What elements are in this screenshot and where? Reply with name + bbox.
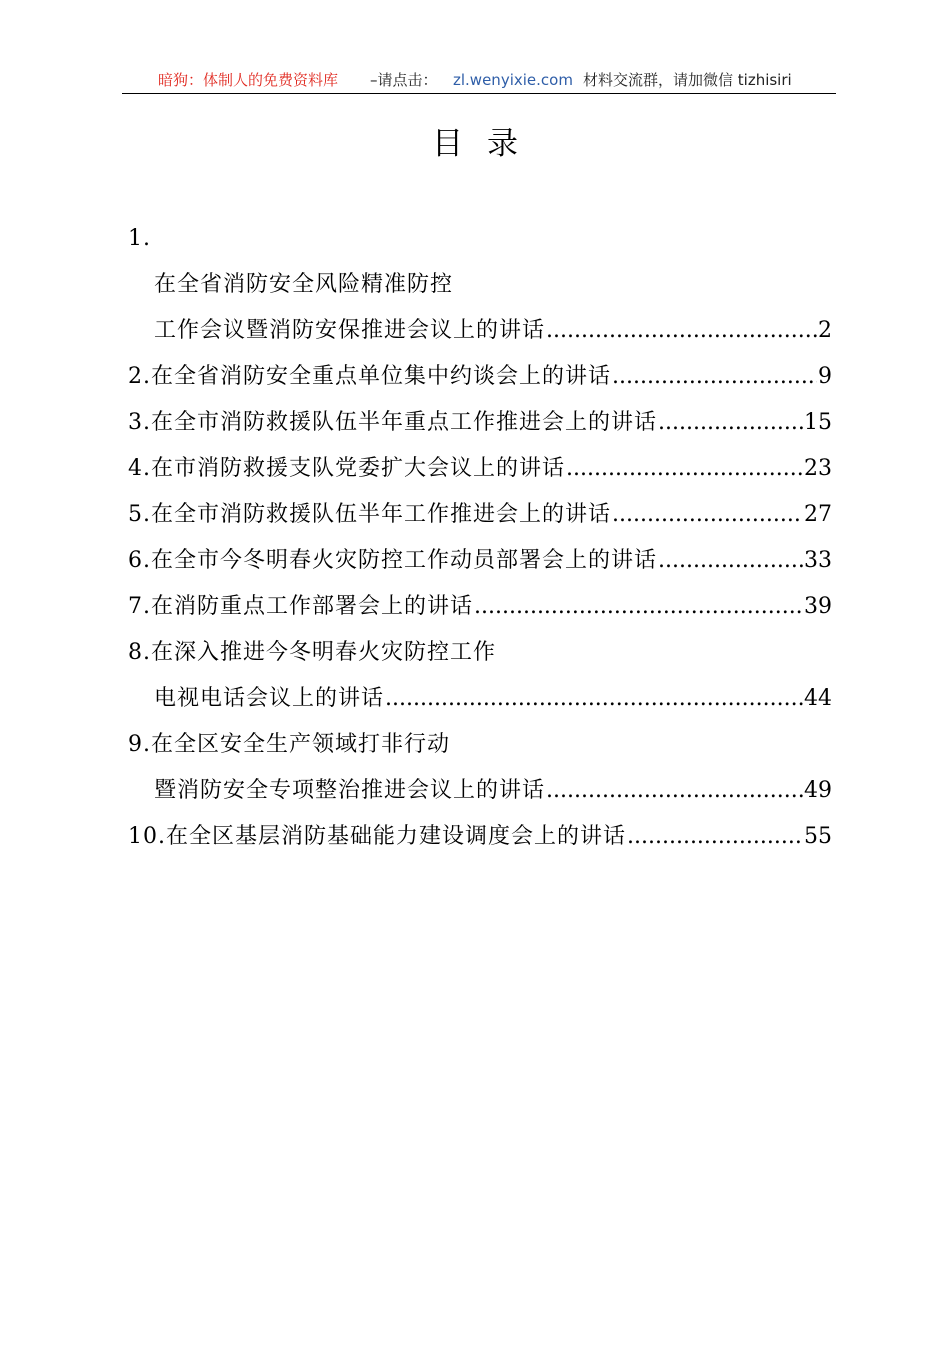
- toc-leader-dots: [612, 362, 817, 392]
- toc-entry-7[interactable]: [128, 582, 832, 622]
- toc-entry-text: 6.在全市今冬明春火灾防控工作动员部署会上的讲话: [128, 548, 657, 573]
- toc-entry-text: 4.在市消防救援支队党委扩大会议上的讲话: [128, 456, 565, 481]
- toc-leader-dots: [612, 500, 803, 530]
- toc-entry-text: 3.在全市消防救援队伍半年重点工作推进会上的讲话: [128, 410, 657, 435]
- toc-entry-2[interactable]: [128, 352, 832, 392]
- toc-page-number: 23: [804, 456, 832, 481]
- toc-entry-10[interactable]: [128, 812, 832, 852]
- toc-entry-9-line1[interactable]: [128, 720, 832, 760]
- page-title: 目录: [432, 126, 542, 162]
- header-wechat: 材料交流群，请加微信 tizhisiri: [583, 71, 792, 89]
- toc-entry-5[interactable]: [128, 490, 832, 530]
- toc-entry-text: 10.在全区基层消防基础能力建设调度会上的讲话: [128, 824, 626, 849]
- toc-page-number: 55: [804, 824, 832, 849]
- toc-leader-dots: [566, 454, 803, 484]
- toc-entry-9[interactable]: [154, 766, 832, 806]
- toc-page-number: 15: [804, 410, 832, 435]
- toc-leader-dots: [546, 776, 803, 806]
- toc-page-number: 39: [804, 594, 832, 619]
- header-site-name: 暗狗：体制人的免费资料库: [158, 71, 339, 89]
- toc-entry-text: 工作会议暨消防安保推进会议上的讲话: [154, 318, 546, 343]
- header-link[interactable]: zl.wenyixie.com: [453, 71, 573, 89]
- toc-entry-number: 1.: [128, 226, 151, 251]
- toc-page-number: 33: [804, 548, 832, 573]
- toc-leader-dots: [546, 316, 817, 346]
- toc-page-number: 27: [804, 502, 832, 527]
- toc-entry-text: 在全省消防安全风险精准防控: [154, 272, 454, 297]
- toc-entry-text: 7.在消防重点工作部署会上的讲话: [128, 594, 473, 619]
- toc-leader-dots: [474, 592, 803, 622]
- toc-page-number: 44: [804, 686, 832, 711]
- toc-entry-6[interactable]: [128, 536, 832, 576]
- toc-entry-text: 8.在深入推进今冬明春火灾防控工作: [128, 640, 496, 665]
- toc-leader-dots: [658, 408, 803, 438]
- toc-entry-1[interactable]: [154, 306, 832, 346]
- page-header: [122, 68, 836, 94]
- toc-entry-text: 9.在全区安全生产领域打非行动: [128, 732, 450, 757]
- toc-entry-3[interactable]: [128, 398, 832, 438]
- toc-entry-8[interactable]: [154, 674, 832, 714]
- toc-entry-8-line1[interactable]: [128, 628, 832, 668]
- toc-page-number: 49: [804, 778, 832, 803]
- toc-leader-dots: [385, 684, 803, 714]
- toc-entry-text: 2.在全省消防安全重点单位集中约谈会上的讲话: [128, 364, 611, 389]
- toc-entry-text: 暨消防安全专项整治推进会议上的讲话: [154, 778, 546, 803]
- toc-page-number: 9: [818, 364, 832, 389]
- toc-entry-1-line1[interactable]: [154, 260, 832, 300]
- toc-page-number: 2: [818, 318, 832, 343]
- toc-entry-4[interactable]: [128, 444, 832, 484]
- toc-entry-text: 电视电话会议上的讲话: [154, 686, 385, 711]
- header-prompt: –请点击：: [370, 71, 438, 89]
- toc-leader-dots: [627, 822, 803, 852]
- toc-leader-dots: [658, 546, 803, 576]
- toc-entry-text: 5.在全市消防救援队伍半年工作推进会上的讲话: [128, 502, 611, 527]
- toc-entry-1-number[interactable]: [128, 214, 832, 254]
